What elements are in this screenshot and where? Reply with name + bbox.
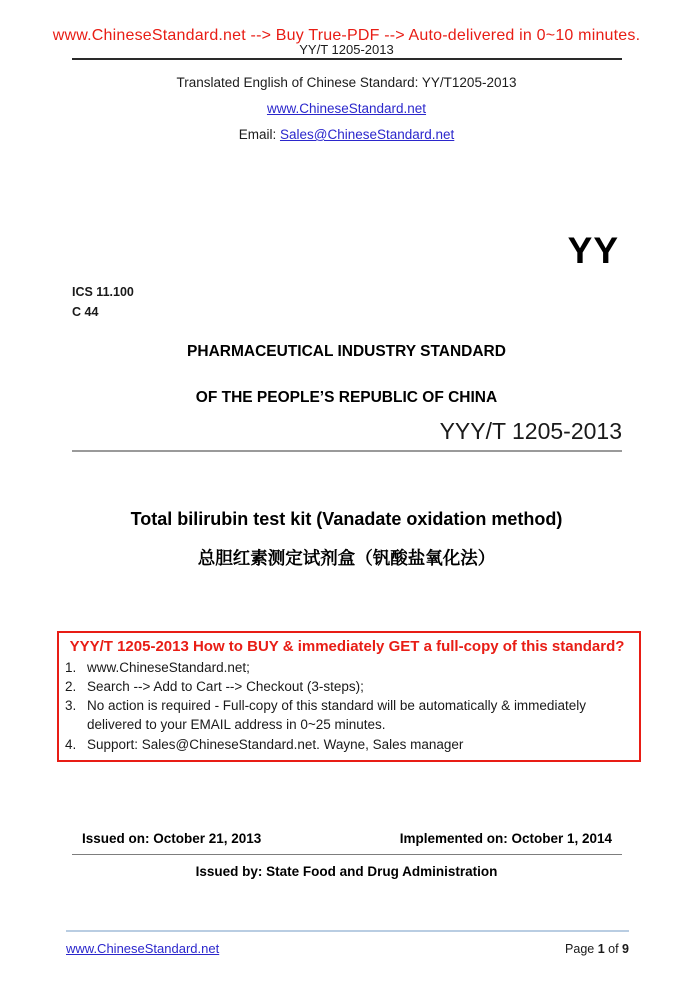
how-to-buy-heading: YYY/T 1205-2013 How to BUY & immediately GET a full-copy of this standard? — [69, 638, 625, 655]
page-prefix: Page — [565, 942, 598, 956]
buy-promo-banner: www.ChineseStandard.net --> Buy True-PDF --> Auto-delivered in 0~10 minutes. — [52, 27, 641, 44]
standard-title-english: Total bilirubin test kit (Vanadate oxidation method) — [130, 509, 563, 529]
buy-step-3-text: No action is required - Full-copy of this standard will be automatically & immediately delivered to your EMAIL address in 0~25 minutes. — [87, 698, 586, 733]
how-to-buy-box — [57, 631, 641, 762]
dates-divider — [72, 854, 622, 855]
buy-step-4 — [63, 735, 631, 754]
email-label: Email: — [238, 127, 280, 142]
standard-logo-yy: YY — [567, 230, 619, 271]
footer-site-link[interactable]: www.ChineseStandard.net — [66, 941, 220, 956]
header-doc-code: YY/T 1205-2013 — [299, 42, 394, 57]
standard-number: YYY/T 1205-2013 — [439, 418, 622, 444]
ics-code: ICS 11.100 — [72, 285, 134, 299]
page-current: 1 — [597, 942, 605, 956]
site-link[interactable]: www.ChineseStandard.net — [266, 101, 427, 116]
buy-step-2 — [63, 677, 631, 696]
standard-number-divider — [72, 450, 622, 452]
standard-org-line2: OF THE PEOPLE’S REPUBLIC OF CHINA — [195, 389, 498, 406]
site-link-line — [0, 101, 693, 116]
email-line — [0, 127, 693, 142]
issued-by-line: Issued by: State Food and Drug Administration — [195, 863, 498, 879]
buy-step-4-text: Support: Sales@ChineseStandard.net. Wayne, Sales manager — [87, 736, 464, 752]
buy-step-2-text: Search --> Add to Cart --> Checkout (3-steps); — [87, 679, 364, 695]
implemented-on-date: Implemented on: October 1, 2014 — [399, 830, 612, 846]
ics-block — [72, 282, 693, 322]
buy-step-1 — [63, 658, 631, 677]
page-footer — [66, 930, 629, 956]
issued-on-date: Issued on: October 21, 2013 — [82, 830, 262, 846]
page-of: of — [604, 942, 623, 956]
classification-code: C 44 — [72, 305, 99, 319]
buy-step-1-number: 1. — [65, 660, 77, 675]
page-total: 9 — [622, 942, 629, 956]
buy-step-3 — [63, 696, 631, 734]
dates-row — [82, 831, 612, 846]
buy-step-2-number: 2. — [65, 679, 77, 695]
header-divider — [72, 58, 622, 60]
email-link[interactable]: Sales@ChineseStandard.net — [279, 127, 455, 142]
buy-step-1-text: www.ChineseStandard.net; — [87, 660, 250, 675]
page-number-indicator — [565, 942, 629, 956]
standard-title-chinese: 总胆红素测定试剂盒（钒酸盐氧化法） — [197, 548, 496, 568]
standard-org-line1: PHARMACEUTICAL INDUSTRY STANDARD — [187, 343, 506, 360]
buy-step-3-number: 3. — [65, 698, 77, 714]
translated-standard-line: Translated English of Chinese Standard: YY/T1205-2013 — [176, 75, 517, 90]
buy-step-4-number: 4. — [65, 736, 77, 752]
